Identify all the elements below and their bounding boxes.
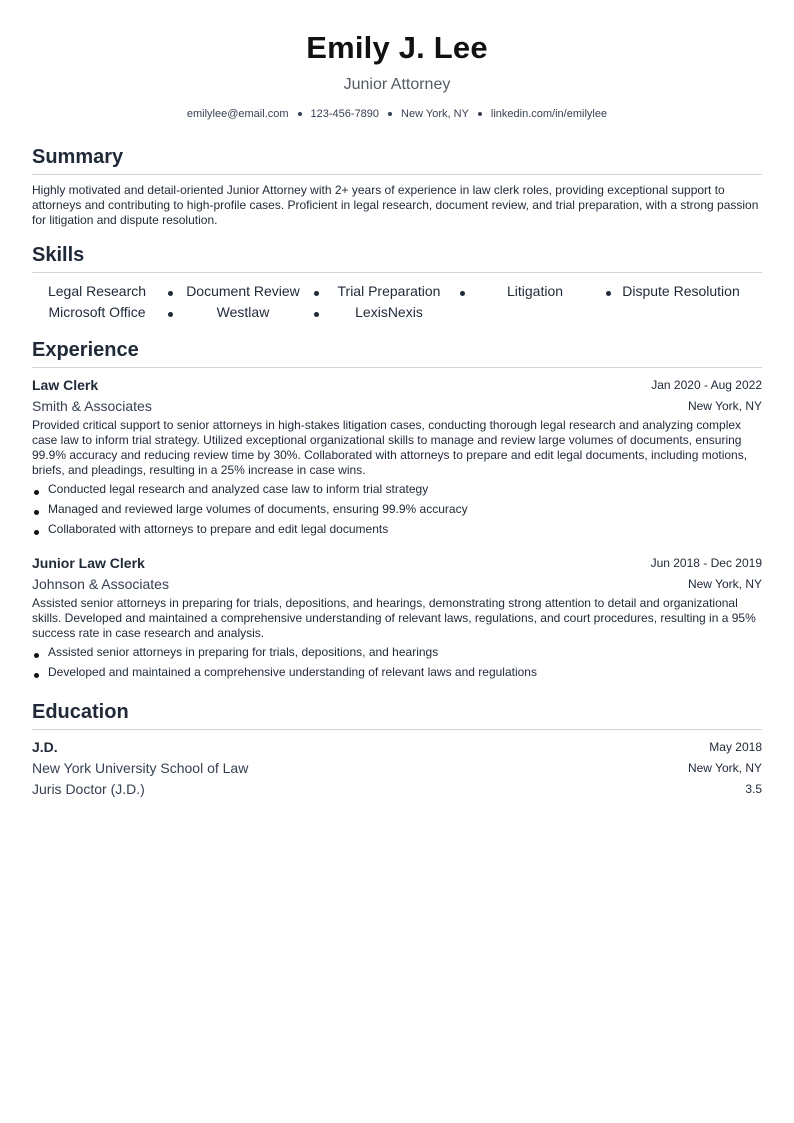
skill-separator	[600, 286, 616, 296]
skill-separator	[454, 286, 470, 296]
contact-separator	[298, 112, 302, 116]
job-bullets	[32, 645, 762, 685]
education-field: Juris Doctor (J.D.)	[32, 781, 145, 797]
skill-item: Dispute Resolution	[622, 282, 740, 299]
summary-heading: Summary	[32, 146, 762, 175]
list-item: Conducted legal research and analyzed case law to inform trial strategy	[32, 482, 762, 502]
list-item: Managed and reviewed large volumes of documents, ensuring 99.9% accuracy	[32, 502, 762, 522]
education-location: New York, NY	[687, 761, 762, 775]
skill-item: LexisNexis	[355, 303, 423, 320]
contact-separator	[388, 112, 392, 116]
skill-item: Westlaw	[216, 303, 270, 320]
contact-location: New York, NY	[401, 108, 469, 120]
skill-item: Document Review	[186, 282, 300, 299]
education-school: New York University School of Law	[32, 760, 249, 776]
skills-row	[32, 301, 762, 322]
skills-row	[32, 280, 762, 301]
experience-heading: Experience	[32, 339, 762, 368]
skill-separator	[308, 307, 324, 317]
skill-item: Legal Research	[47, 282, 147, 299]
job-location: New York, NY	[687, 577, 762, 591]
job-company: Johnson & Associates	[32, 576, 169, 592]
contact-email[interactable]: emilylee@email.com	[186, 108, 289, 120]
contact-line	[32, 108, 762, 120]
job-description: Assisted senior attorneys in preparing for trials, depositions, and hearings, demonstrating strong attention to detail and organizational skills. Developed and maintained a comprehensive understanding of relevant laws, regulations, and court procedures, resulting in a 95% success rate in case research and analysis.	[32, 596, 756, 640]
skill-separator	[308, 286, 324, 296]
skills-grid	[32, 280, 762, 322]
contact-phone[interactable]: 123-456-7890	[310, 108, 380, 120]
education-heading: Education	[32, 701, 762, 730]
skills-heading: Skills	[32, 244, 762, 273]
list-item: Collaborated with attorneys to prepare and edit legal documents	[32, 522, 762, 542]
education-gpa: 3.5	[745, 782, 762, 796]
skill-item: Litigation	[506, 282, 564, 299]
job-company: Smith & Associates	[32, 398, 152, 414]
job-title: Junior Law Clerk	[32, 555, 145, 571]
job-bullets	[32, 482, 762, 542]
contact-linkedin[interactable]: linkedin.com/in/emilylee	[490, 108, 608, 120]
candidate-name: Emily J. Lee	[306, 30, 488, 65]
education-date: May 2018	[709, 740, 762, 754]
skill-item: Trial Preparation	[337, 282, 441, 299]
job-dates: Jun 2018 - Dec 2019	[650, 556, 762, 570]
summary-text: Highly motivated and detail-oriented Junior Attorney with 2+ years of experience in law clerk roles, providing exceptional support to attorneys and contributing to high-profile cases. Proficient in legal research, document review, and trial preparation, with a strong passion for litigation and dispute resolution.	[32, 183, 759, 227]
contact-separator	[478, 112, 482, 116]
job-location: New York, NY	[687, 399, 762, 413]
list-item: Assisted senior attorneys in preparing for trials, depositions, and hearings	[32, 645, 762, 665]
job-dates: Jan 2020 - Aug 2022	[651, 378, 762, 392]
skill-separator	[162, 286, 178, 296]
skill-separator	[162, 307, 178, 317]
candidate-role: Junior Attorney	[343, 76, 451, 93]
education-degree: J.D.	[32, 739, 58, 755]
skill-item: Microsoft Office	[48, 303, 146, 320]
job-description: Provided critical support to senior attorneys in high-stakes litigation cases, conducting thorough legal research and analyzing complex case law to inform trial strategy. Utilized exceptional organizational skills to manage and review large volumes of documents, ensuring 99.9% accuracy and reducing review time by 30%. Collaborated with attorneys to prepare and edit legal documents, including motions, briefs, and pleadings, resulting in a 25% increase in case wins.	[32, 418, 748, 477]
job-title: Law Clerk	[32, 377, 99, 393]
list-item: Developed and maintained a comprehensive understanding of relevant laws and regulations	[32, 665, 762, 685]
